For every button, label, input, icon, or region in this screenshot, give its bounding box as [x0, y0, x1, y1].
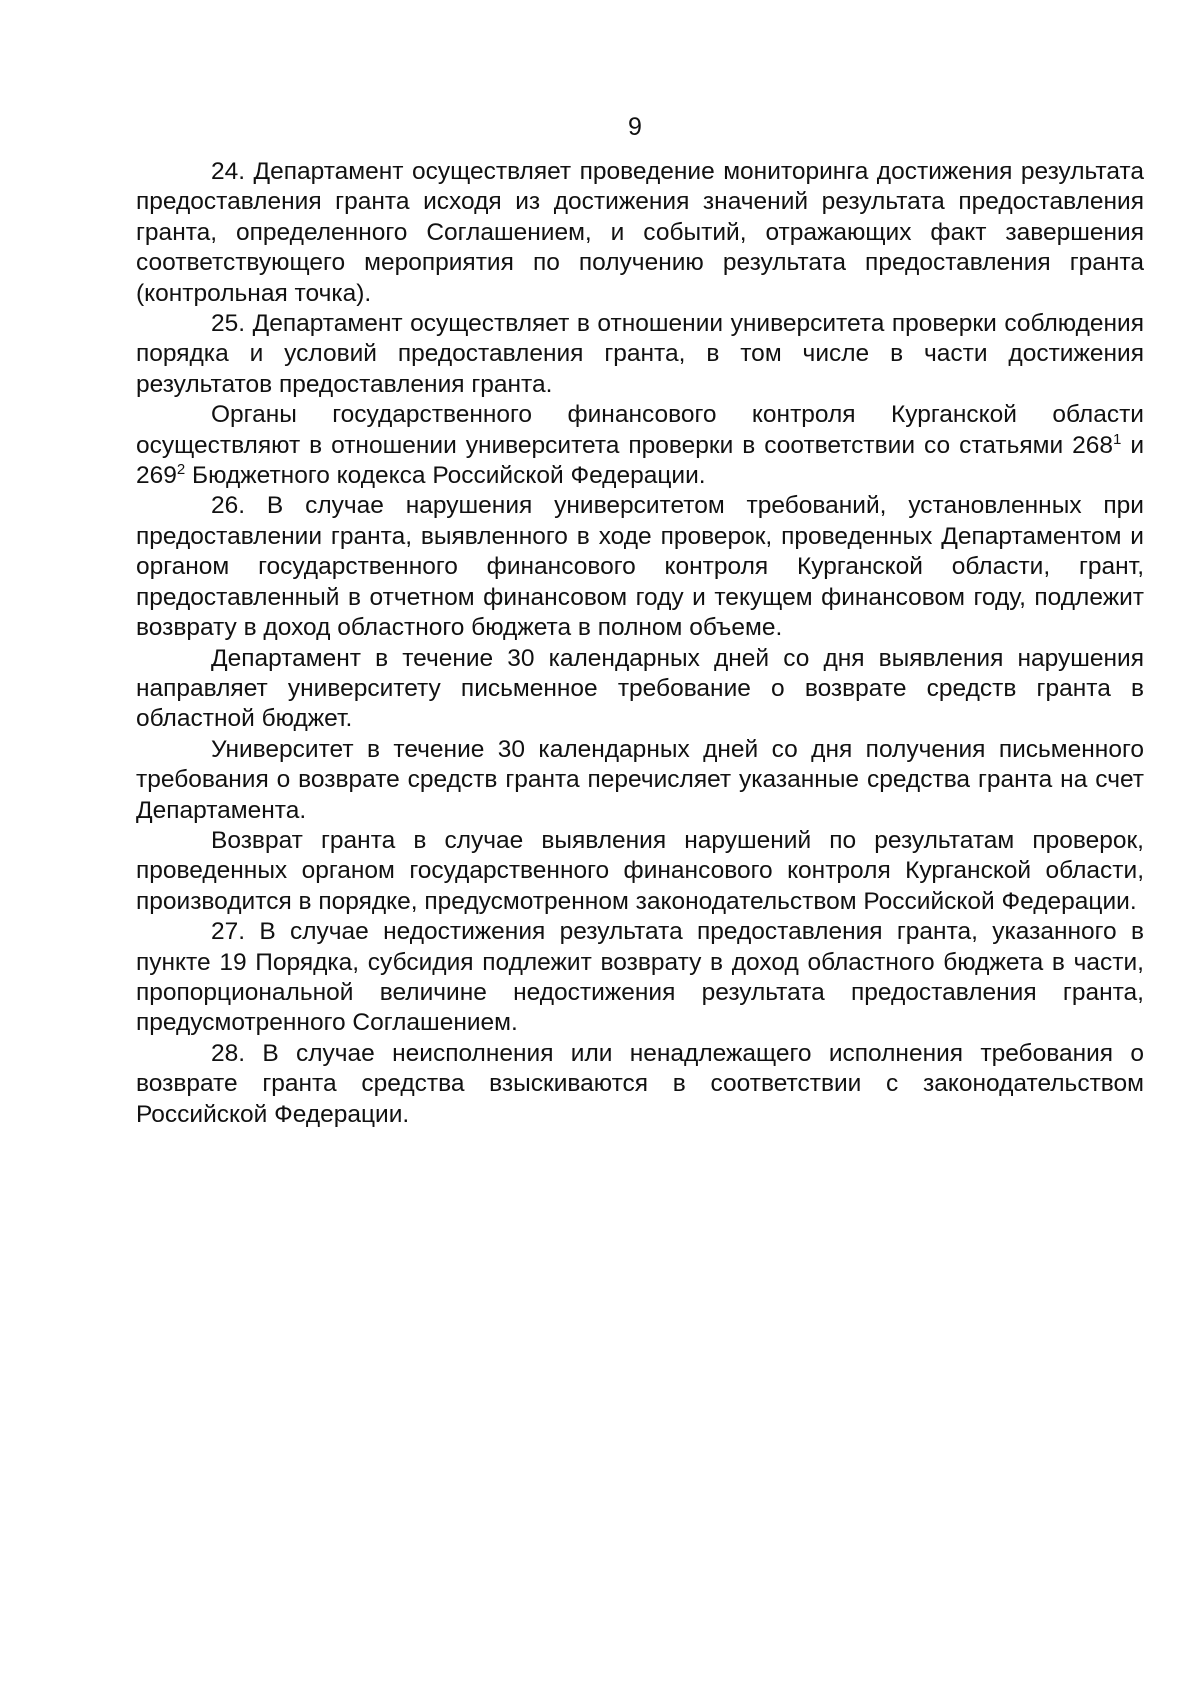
paragraph-26: 26. В случае нарушения университетом требований, установленных при предоставлении гранта, выявленного в ходе проверок, проведенных Департаментом и органом государственного финансового контроля Курганской области, грант, предоставленный в отчетном финансовом году и текущем финансовом году, подлежит возврату в доход областного бюджета в полном объеме. [136, 492, 1144, 642]
paragraph-state-control-end: Бюджетного кодекса Российской Федерации. [185, 462, 706, 490]
paragraph-department-demand: Департамент в течение 30 календарных дней со дня выявления нарушения направляет университету письменное требование о возврате средств гранта в областной бюджет. [136, 644, 1144, 733]
superscript-article-269: 2 [176, 461, 186, 479]
paragraph-27: 27. В случае недостижения результата предоставления гранта, указанного в пункте 19 Порядка, субсидия подлежит возврату в доход областного бюджета в части, пропорциональной величине недостижения результата предоставления гранта, предусмотренного Соглашением. [136, 918, 1144, 1037]
paragraph-state-control-text: Органы государственного финансового контроля Курганской области осуществляют в отношении университета проверки в соответствии со статьями 268 [136, 401, 1144, 459]
paragraph-grant-return: Возврат гранта в случае выявления нарушений по результатам проверок, проведенных органом государственного финансового контроля Курганской области, производится в порядке, предусмотренном законодательством Российской Федерации. [136, 826, 1144, 915]
paragraph-state-control-middle: и 269 [136, 431, 1145, 490]
document-body [136, 157, 1144, 1130]
superscript-article-268: 1 [1113, 430, 1122, 448]
paragraph-28: 28. В случае неисполнения или ненадлежащего исполнения требования о возврате гранта средства взыскиваются в соответствии с законодательством Российской Федерации. [136, 1039, 1144, 1128]
paragraph-state-control [136, 400, 1144, 491]
page-number: 9 [628, 113, 642, 141]
paragraph-university-transfer: Университет в течение 30 календарных дней со дня получения письменного требования о возврате средств гранта перечисляет указанные средства гранта на счет Департамента. [136, 735, 1144, 824]
paragraph-25: 25. Департамент осуществляет в отношении университета проверки соблюдения порядка и условий предоставления гранта, в том числе в части достижения результатов предоставления гранта. [136, 310, 1144, 398]
paragraph-24: 24. Департамент осуществляет проведение мониторинга достижения результата предоставления гранта исходя из достижения значений результата предоставления гранта, определенного Соглашением, и событий, отражающих факт завершения соответствующего мероприятия по получению результата предоставления гранта (контрольная точка). [136, 158, 1144, 307]
